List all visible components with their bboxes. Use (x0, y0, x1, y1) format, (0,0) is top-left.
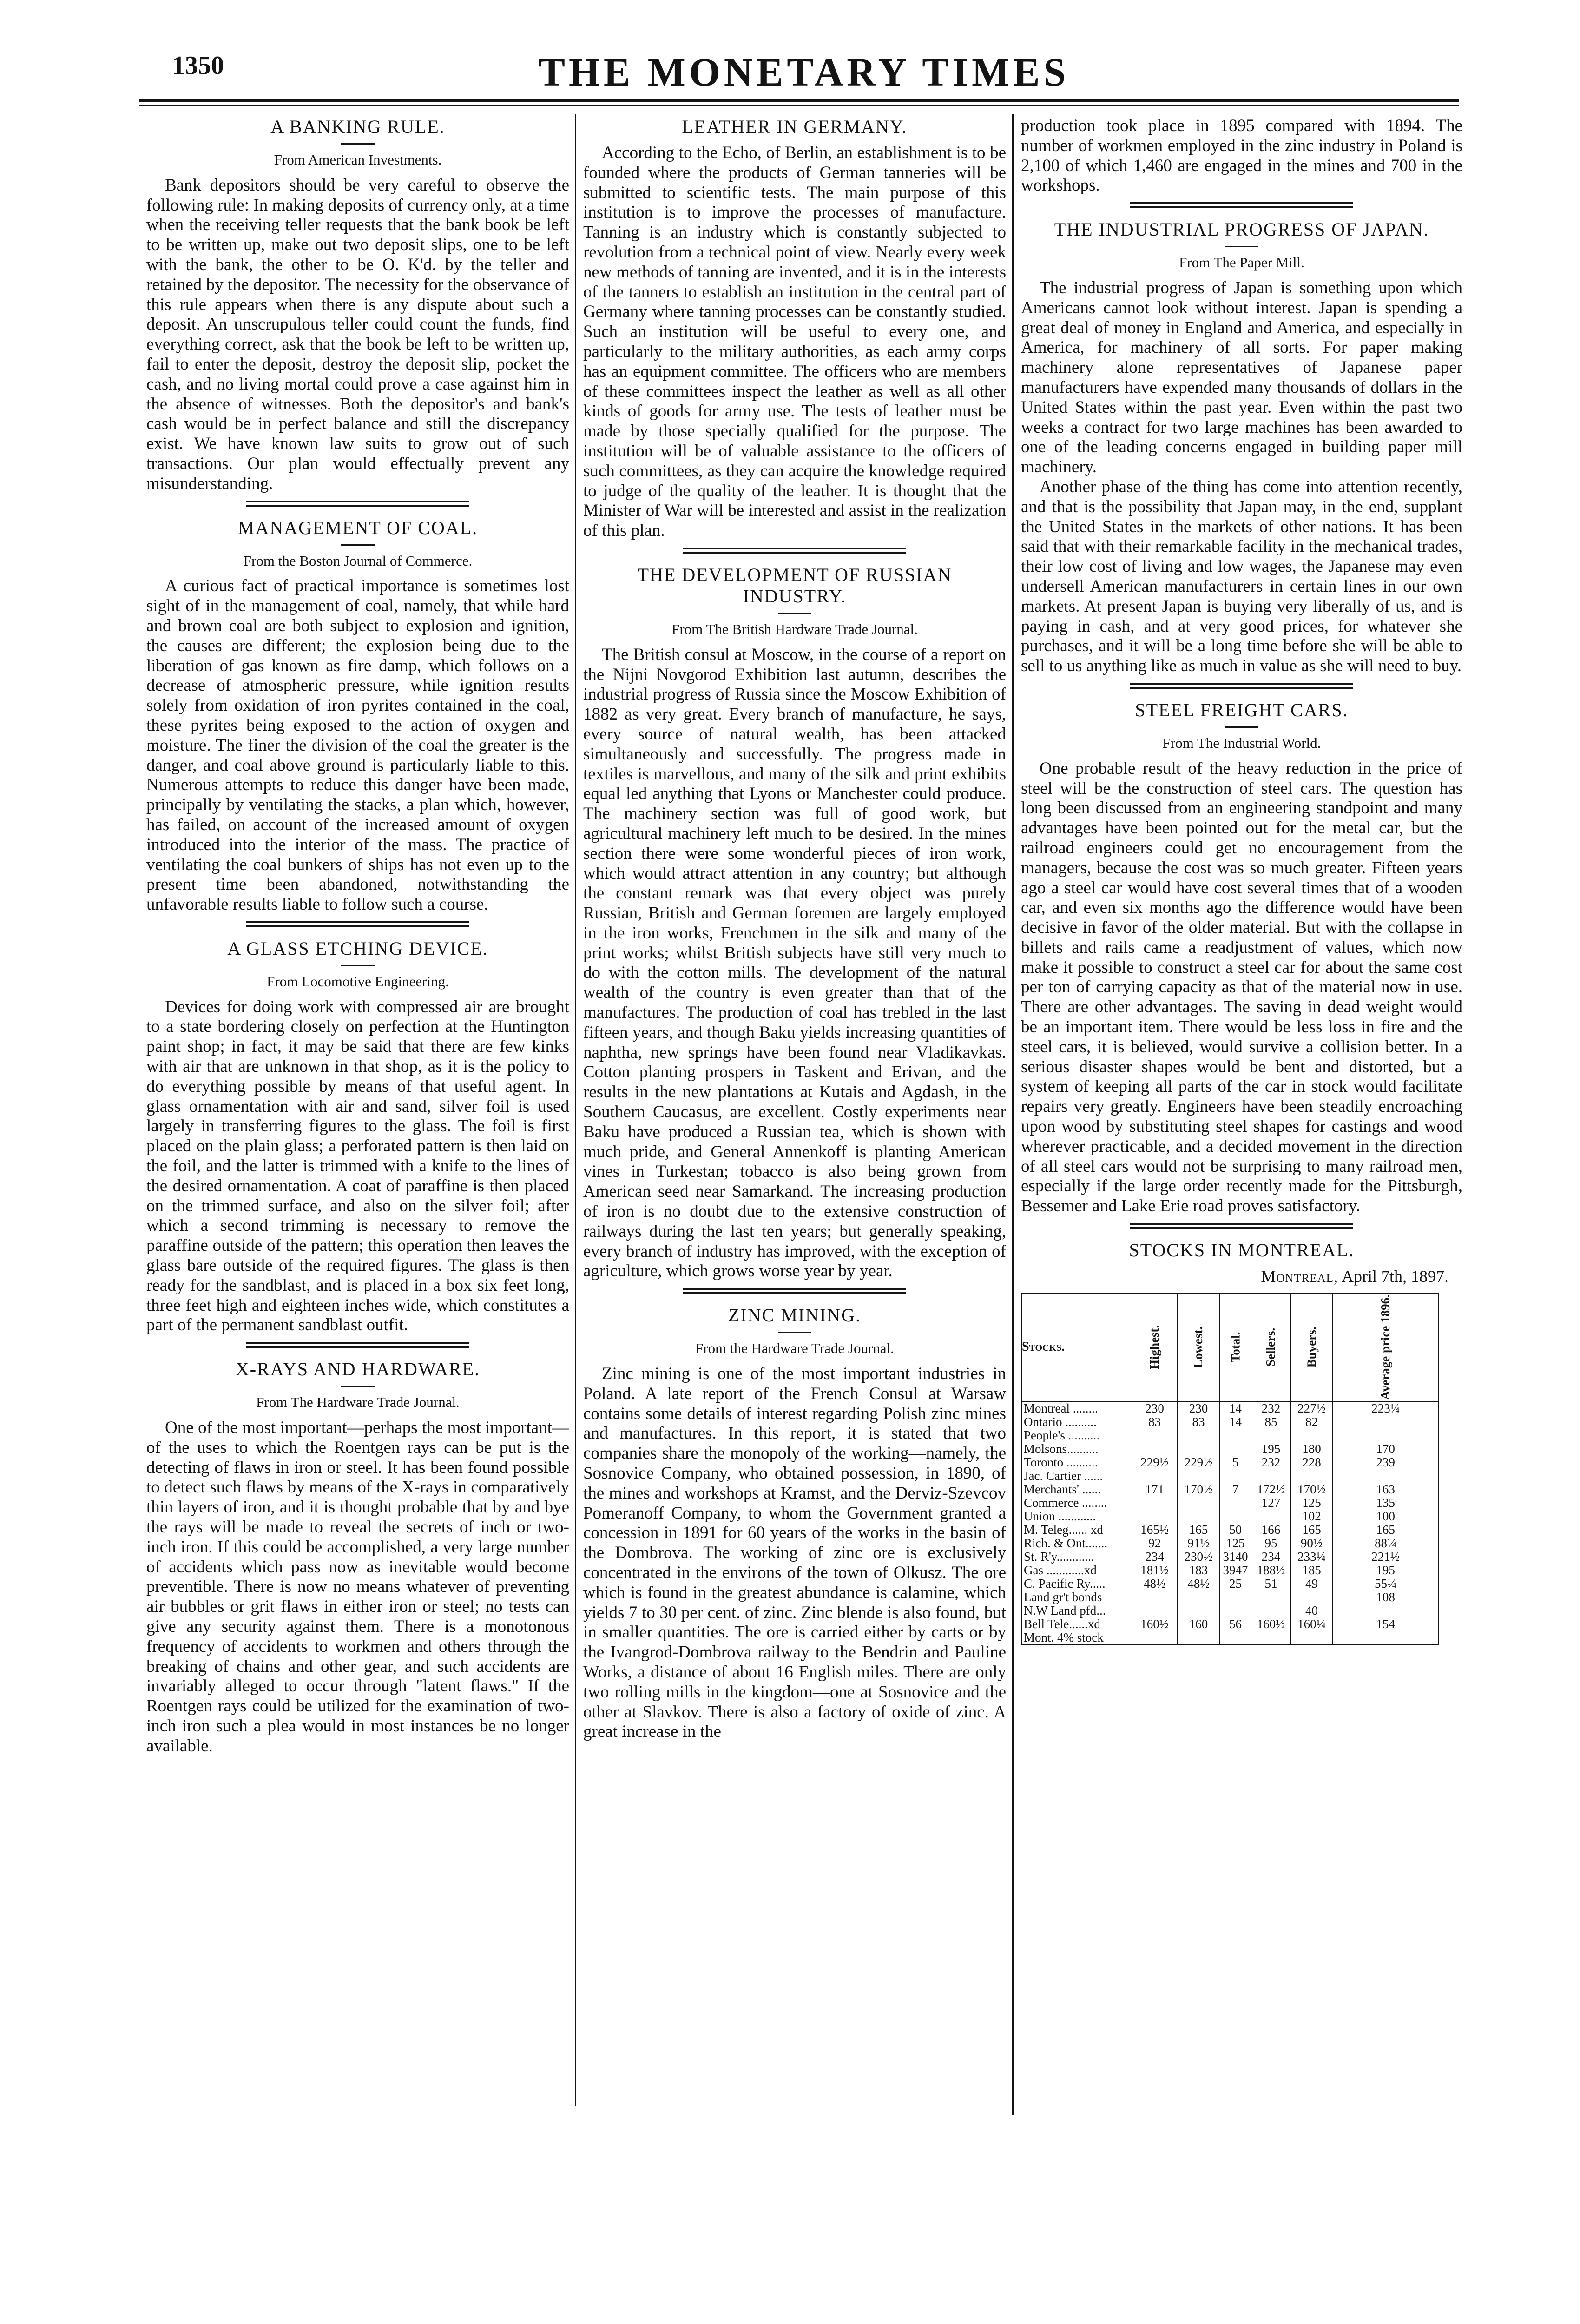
article-title: THE DEVELOPMENT OF RUSSIAN INDUSTRY. (637, 564, 952, 607)
column-divider-2 (1012, 114, 1014, 2115)
stock-value-cell (1251, 1591, 1290, 1604)
stock-value-cell: 180 (1291, 1442, 1333, 1456)
stocks-title: STOCKS IN MONTREAL. (1129, 1240, 1355, 1261)
stock-value-cell: 195 (1251, 1442, 1290, 1456)
stock-value-cell: 170½ (1177, 1483, 1219, 1496)
stock-value-cell (1177, 1469, 1219, 1483)
column-3-articles (1021, 202, 1462, 1216)
article-title: X-RAYS AND HARDWARE. (235, 1359, 481, 1380)
article (583, 1305, 1006, 1742)
stock-value-cell: 165 (1291, 1523, 1333, 1537)
stock-value-cell (1177, 1631, 1219, 1645)
stock-value-cell: 160½ (1132, 1618, 1177, 1631)
article-paragraph: Another phase of the thing has come into attention recently, and that is the possibility that Japan may, in the end, supplant the United States in the markets of other nations. It has been said that with their remarkable facility in the mechanical trades, their low cost of living and low wages, the Japanese may even undersell American manufacturers in certain lines in our own markets. At present Japan is buying very liberally of us, and is paying in cash, and at very good prices, for whatever she purchases, and it will be a long time before she will be able to sell to us anything like as much in value as she will need to buy. (1021, 477, 1462, 676)
stock-value-cell: 229½ (1132, 1456, 1177, 1469)
stock-name-cell: Commerce ........ (1021, 1496, 1132, 1510)
article-paragraph: One probable result of the heavy reduction in the price of steel will be the construction of steel cars. The question has long been discussed from an engineering standpoint and many advantages have been pointed out for the metal car, but the railroad engineers could get no encouragement from the managers, because the cost was so much greater. Fifteen years ago a steel car would have cost several times that of a wooden car, and even six months ago the difference would have been decisive in favor of the older material. But with the collapse in billets and rails came a readjustment of values, which now make it possible to construct a steel car for about the same cost per ton of carrying capacity as that of the material now in use. There are other advantages. The saving in dead weight would be an important item. There would be less loss in fire and the steel cars, it is believed, would survive a collision better. In a serious disaster shapes would be bent and distorted, but a system of keeping all parts of the car in stock would facilitate repairs very greatly. Engineers have been steadily encroaching upon wood by substituting steel shapes for castings and wood wherever practicable, and a decided movement in the direction of all steel cars would not be surprising to many railroad men, especially if the large order recently made for the Pittsburgh, Bessemer and Lake Erie road proves satisfactory. (1021, 759, 1462, 1216)
table-row (1021, 1456, 1439, 1469)
stock-name-cell: Bell Tele......xd (1021, 1618, 1132, 1631)
article-separator (246, 1342, 469, 1348)
stock-name-cell: N.W Land pfd... (1021, 1604, 1132, 1618)
article-title: THE INDUSTRIAL PROGRESS OF JAPAN. (1054, 219, 1429, 240)
stock-name-cell: Union ............ (1021, 1510, 1132, 1523)
stock-value-cell: 14 (1220, 1415, 1251, 1429)
stock-value-cell (1251, 1510, 1290, 1523)
article (1021, 219, 1462, 676)
article-continuation (1021, 116, 1462, 196)
table-row (1021, 1401, 1439, 1415)
table-row (1021, 1415, 1439, 1429)
stocks-column-header (1021, 1294, 1132, 1401)
stock-value-cell: 165 (1332, 1523, 1439, 1537)
stock-value-cell (1177, 1604, 1219, 1618)
stock-value-cell: 48½ (1132, 1577, 1177, 1591)
stock-value-cell: 229½ (1177, 1456, 1219, 1469)
stock-value-cell: 50 (1220, 1523, 1251, 1537)
article-paragraph: A curious fact of practical importance is sometimes lost sight of in the management of coal, namely, that while hard and brown coal are both subject to explosion and ignition, the causes are different; the explosion being due to the liberation of gas known as fire damp, which follows on a decrease of atmospheric pressure, while ignition results solely from oxidation of iron pyrites contained in the coal, these pyrites being exposed to the action of oxygen and moisture. The finer the division of the coal the greater is the danger, and coal above ground is particularly liable to this. Numerous attempts to reduce this danger have been made, principally by ventilating the stacks, a plan which, however, has failed, on account of the increased amount of oxygen introduced into the interior of the mass. The practice of ventilating the coal bunkers of ships has not even up to the present time been abandoned, notwithstanding the unfavorable results liable to follow such a course. (146, 576, 569, 914)
stock-value-cell (1132, 1442, 1177, 1456)
stock-value-cell (1332, 1429, 1439, 1442)
article-separator (1130, 1223, 1353, 1229)
stock-value-cell (1132, 1631, 1177, 1645)
stocks-header-row (1021, 1294, 1439, 1401)
stock-value-cell (1220, 1604, 1251, 1618)
stock-value-cell: 95 (1251, 1537, 1290, 1550)
stock-value-cell (1220, 1631, 1251, 1645)
stock-value-cell: 170 (1332, 1442, 1439, 1456)
article-separator (1130, 202, 1353, 209)
stocks-column-header (1132, 1294, 1177, 1401)
stock-value-cell: 56 (1220, 1618, 1251, 1631)
page-header (139, 49, 1468, 100)
stock-name-cell: Ontario .......... (1021, 1415, 1132, 1429)
article-paragraph: The British consul at Moscow, in the course of a report on the Nijni Novgorod Exhibition last autumn, describes the industrial progress of Russia since the Moscow Exhibition of 1882 as very great. Every branch of manufacture, he says, every source of natural wealth, has been attacked simultaneously and successfully. The progress made in textiles is marvellous, and many of the silk and print exhibits equal led anything that Lyons or Manchester could produce. The machinery section was full of good work, but agricultural machinery left much to be desired. In the mines section there were some wonderful pieces of iron work, which would attract attention in any country; but although the constant remark was that every object was purely Russian, British and German foremen are largely employed in the iron works, Frenchmen in the silk and many of the print works; whilst British subjects have still very much to do with the cotton mills. The development of the natural wealth of the country is even greater than that of the manufactures. The production of coal has trebled in the last fifteen years, and though Baku yields increasing quantities of naphtha, new springs have been found near Vladikavkas. Cotton planting prospers in Taskent and Erivan, and the results in the new plantations at Kutais and Agdash, in the Southern Caucasus, are excellent. Costly experiments near Baku have produced a Russian tea, which is shown with much pride, and General Annenkoff is planting American vines in Turkestan; tobacco is also being grown from American seed near Samarkand. The increasing production of iron is no doubt due to the extensive construction of railways during the last ten years; but generally speaking, every branch of industry has improved, with the exception of agriculture, which grows worse year by year. (583, 645, 1006, 1281)
article (146, 116, 569, 494)
stocks-dateline (1021, 1267, 1448, 1287)
stock-value-cell: 160 (1177, 1618, 1219, 1631)
stock-value-cell: 171 (1132, 1483, 1177, 1496)
stock-value-cell (1220, 1429, 1251, 1442)
stock-value-cell: 7 (1220, 1483, 1251, 1496)
article (146, 1359, 569, 1756)
table-row (1021, 1591, 1439, 1604)
stock-value-cell: 221½ (1332, 1550, 1439, 1564)
article-source: From The Paper Mill. (1021, 246, 1462, 273)
stock-value-cell: 230 (1177, 1401, 1219, 1415)
article-separator (683, 548, 906, 554)
table-row (1021, 1604, 1439, 1618)
stock-value-cell (1291, 1591, 1333, 1604)
article-paragraph: One of the most important—perhaps the most important—of the uses to which the Roentgen rays can be put is the detecting of flaws in iron or steel. It has been found possible to detect such flaws by means of the X-rays in comparatively thin layers of iron, and it is thought probable that by and bye the rays will be made to reveal the secrets of inch or two-inch iron. If this could be accomplished, a very large number of accidents which pass now as inevitable would become preventible. There is now no means whatever of preventing air bubbles or grit flaws in either iron or steel; no tests can give any security against them. There is a monotonous frequency of accidents to workmen and others through the breaking of chains and other gear, and such accidents are invariably alleged to occur through "latent flaws." If the Roentgen rays could be utilized for the examination of two-inch iron such a plea would in most instances be no longer available. (146, 1418, 569, 1756)
stock-value-cell (1177, 1442, 1219, 1456)
table-row (1021, 1510, 1439, 1523)
stock-value-cell: 234 (1132, 1550, 1177, 1564)
column-3 (1021, 116, 1462, 2320)
article (583, 564, 1006, 1281)
stock-value-cell: 82 (1291, 1415, 1333, 1429)
table-row (1021, 1631, 1439, 1645)
stock-name-cell: Rich. & Ont....... (1021, 1537, 1132, 1550)
article-separator (1130, 683, 1353, 689)
article-title: A BANKING RULE. (270, 116, 445, 137)
stock-value-cell (1220, 1591, 1251, 1604)
stock-value-cell (1220, 1442, 1251, 1456)
article (146, 517, 569, 915)
stock-value-cell: 195 (1332, 1564, 1439, 1577)
dateline-city: Montreal, (1261, 1267, 1338, 1286)
article-source: From American Investments. (146, 143, 569, 170)
page-number: 1350 (172, 51, 224, 80)
stock-value-cell: 188½ (1251, 1564, 1290, 1577)
stock-value-cell: 108 (1332, 1591, 1439, 1604)
stock-value-cell: 127 (1251, 1496, 1290, 1510)
stock-value-cell: 228 (1291, 1456, 1333, 1469)
stock-value-cell (1291, 1469, 1333, 1483)
stock-value-cell: 48½ (1177, 1577, 1219, 1591)
stock-value-cell: 90½ (1291, 1537, 1333, 1550)
stock-value-cell: 102 (1291, 1510, 1333, 1523)
stock-value-cell: 230 (1132, 1401, 1177, 1415)
stock-value-cell: 92 (1132, 1537, 1177, 1550)
article-source: From the Boston Journal of Commerce. (146, 544, 569, 571)
column-divider-1 (575, 114, 576, 2106)
stock-value-cell (1132, 1469, 1177, 1483)
header-label: Total. (1228, 1332, 1243, 1363)
header-label: Sellers. (1264, 1328, 1278, 1367)
stock-value-cell: 3140 (1220, 1550, 1251, 1564)
stocks-column-header (1291, 1294, 1333, 1401)
stock-value-cell (1220, 1510, 1251, 1523)
article-title: ZINC MINING. (728, 1305, 862, 1326)
table-row (1021, 1523, 1439, 1537)
stock-value-cell: 91½ (1177, 1537, 1219, 1550)
stock-value-cell (1251, 1429, 1290, 1442)
stock-value-cell (1332, 1415, 1439, 1429)
stock-value-cell: 223¼ (1332, 1401, 1439, 1415)
stock-value-cell (1291, 1631, 1333, 1645)
article-source: From Locomotive Engineering. (146, 965, 569, 992)
article-paragraph: The industrial progress of Japan is something upon which Americans cannot look without interest. Japan is spending a great deal of money in England and America, and especially in America, for machinery of all sorts. For paper making machinery alone representatives of Japanese paper manufacturers have expended many thousands of dollars in the United States within the past year. Even within the past two weeks a contract for two large machines has been awarded to one of the leading concerns engaged in building paper mill machinery. (1021, 278, 1462, 477)
stock-value-cell (1251, 1604, 1290, 1618)
article-source: From The Hardware Trade Journal. (146, 1386, 569, 1413)
table-row (1021, 1483, 1439, 1496)
stock-value-cell: 3947 (1220, 1564, 1251, 1577)
table-row (1021, 1469, 1439, 1483)
article-source: From the Hardware Trade Journal. (583, 1332, 1006, 1359)
table-row (1021, 1577, 1439, 1591)
stocks-table-body (1021, 1401, 1439, 1645)
stock-value-cell (1132, 1429, 1177, 1442)
stock-value-cell: 55¼ (1332, 1577, 1439, 1591)
stock-value-cell (1332, 1604, 1439, 1618)
stock-value-cell: 185 (1291, 1564, 1333, 1577)
column-2 (583, 116, 1006, 2320)
header-rule-thin (139, 105, 1459, 106)
stock-name-cell: People's .......... (1021, 1429, 1132, 1442)
table-row (1021, 1618, 1439, 1631)
header-label: Highest. (1147, 1325, 1162, 1370)
stocks-column-header (1251, 1294, 1290, 1401)
stock-value-cell: 14 (1220, 1401, 1251, 1415)
stock-value-cell: 5 (1220, 1456, 1251, 1469)
stock-value-cell: 100 (1332, 1510, 1439, 1523)
stock-value-cell: 40 (1291, 1604, 1333, 1618)
stock-value-cell: 183 (1177, 1564, 1219, 1577)
stocks-table (1021, 1293, 1439, 1645)
stock-value-cell: 230½ (1177, 1550, 1219, 1564)
stock-value-cell: 239 (1332, 1456, 1439, 1469)
stock-name-cell: Molsons.......... (1021, 1442, 1132, 1456)
stock-value-cell (1132, 1510, 1177, 1523)
article-source: From The Industrial World. (1021, 726, 1462, 753)
stock-name-cell: Merchants' ...... (1021, 1483, 1132, 1496)
stock-value-cell: 154 (1332, 1618, 1439, 1631)
table-row (1021, 1429, 1439, 1442)
stock-value-cell: 160½ (1251, 1618, 1290, 1631)
stock-value-cell: 170½ (1291, 1483, 1333, 1496)
stock-name-cell: Toronto .......... (1021, 1456, 1132, 1469)
stocks-section (1021, 1240, 1462, 1645)
stock-value-cell: 83 (1132, 1415, 1177, 1429)
stock-name-cell: M. Teleg...... xd (1021, 1523, 1132, 1537)
article-source: From The British Hardware Trade Journal. (583, 613, 1006, 640)
stock-value-cell: 85 (1251, 1415, 1290, 1429)
stock-value-cell: 125 (1220, 1537, 1251, 1550)
table-row (1021, 1550, 1439, 1564)
stock-value-cell (1251, 1631, 1290, 1645)
stock-value-cell: 181½ (1132, 1564, 1177, 1577)
stock-name-cell: Land gr't bonds (1021, 1591, 1132, 1604)
article-title: MANAGEMENT OF COAL. (237, 517, 478, 538)
stock-value-cell: 165 (1177, 1523, 1219, 1537)
stock-value-cell (1177, 1496, 1219, 1510)
stock-name-cell: Mont. 4% stock (1021, 1631, 1132, 1645)
article-paragraph: Zinc mining is one of the most important industries in Poland. A late report of the French Consul at Warsaw contains some details of interest regarding Polish zinc mines and manufactures. In this report, it is stated that two companies share the monopoly of the working—namely, the Sosnovice Company, who obtained possession, in 1890, of the mines and workshops at Kramst, and the Derviz-Szevcov Pomeranoff Company, to whom the Government granted a concession in 1891 for 60 years of the works in the basin of the Dombrova. The working of zinc ore is exclusively concentrated in the environs of the town of Olkusz. The ore which is found in the greatest abundance is calamine, which yields 7 to 30 per cent. of zinc. Zinc blende is also found, but in smaller quantities. The ore is carried either by carts or by the Ivangrod-Dombrova railway to the Bendrin and Pauline Works, a distance of about 16 English miles. There are only two rolling mills in the kingdom—one at Sosnovice and the other at Slavkov. There is also a factory of oxide of zinc. A great increase in the (583, 1364, 1006, 1742)
article-paragraph: According to the Echo, of Berlin, an establishment is to be founded where the products of German tanneries will be submitted to scientific tests. The main purpose of this institution is to improve the processes of manufacture. Tanning is an industry which is constantly subjected to revolution from a technical point of view. Nearly every week new methods of tanning are invented, and it is in the interests of the tanners to establish an institution in the central part of Germany where tanning processes can be constantly studied. Such an institution will be useful to every one, and particularly to the military authorities, as each army corps has an equipment committee. The officers who are members of these committees inspect the leather as well as all other kinds of goods for army use. The tests of leather must be made by those specially qualified for the purpose. The institution will be of valuable assistance to the officers of such committees, as they can acquire the knowledge required to judge of the quality of the leather. It is thought that the Minister of War will be interested and assist in the realization of this plan. (583, 143, 1006, 541)
stock-value-cell: 166 (1251, 1523, 1290, 1537)
stock-name-cell: Gas ............xd (1021, 1564, 1132, 1577)
stock-value-cell: 83 (1177, 1415, 1219, 1429)
stock-name-cell: Jac. Cartier ...... (1021, 1469, 1132, 1483)
table-row (1021, 1537, 1439, 1550)
stock-value-cell: 227½ (1291, 1401, 1333, 1415)
stock-value-cell: 232 (1251, 1456, 1290, 1469)
table-row (1021, 1496, 1439, 1510)
stock-value-cell (1177, 1591, 1219, 1604)
stock-value-cell (1291, 1429, 1333, 1442)
stock-value-cell (1177, 1510, 1219, 1523)
stock-value-cell: 172½ (1251, 1483, 1290, 1496)
stock-value-cell: 125 (1291, 1496, 1333, 1510)
stock-value-cell (1132, 1604, 1177, 1618)
header-label: Lowest. (1191, 1327, 1205, 1368)
stock-value-cell (1177, 1429, 1219, 1442)
stock-value-cell: 135 (1332, 1496, 1439, 1510)
table-row (1021, 1442, 1439, 1456)
stock-value-cell: 49 (1291, 1577, 1333, 1591)
article (1021, 700, 1462, 1216)
header-label: Buyers. (1304, 1327, 1319, 1368)
article-separator (683, 1288, 906, 1294)
stock-value-cell: 165½ (1132, 1523, 1177, 1537)
continuation-text: production took place in 1895 compared with 1894. The number of workmen employed in the zinc industry in Poland is 2,100 of which 1,460 are engaged in the mines and 700 in the workshops. (1021, 116, 1462, 195)
stock-value-cell (1332, 1469, 1439, 1483)
header-label: Stocks. (1022, 1340, 1065, 1354)
table-row (1021, 1564, 1439, 1577)
stock-value-cell: 88¼ (1332, 1537, 1439, 1550)
masthead-title: THE MONETARY TIMES (538, 50, 1070, 94)
stock-value-cell: 160¼ (1291, 1618, 1333, 1631)
article-paragraph: Devices for doing work with compressed air are brought to a state bordering closely on perfection at the Huntington paint shop; in fact, it may be said that there are few kinks with air that are unknown in that shop, as it is the policy to do everything possible by means of that useful agent. In glass ornamentation with air and sand, silver foil is used largely in transferring figures to the glass. The foil is first placed on the plain glass; a perforated pattern is then laid on the foil, and the latter is trimmed with a knife to the lines of the desired ornamentation. A coat of paraffine is then placed on the trimmed surface, and also on the silver foil; after which a second trimming is necessary to remove the paraffine outside of the pattern; this operation then leaves the glass bare outside of the required figures. The glass is then ready for the sandblast, and is placed in a box six feet long, three feet high and eighteen inches wide, which constitutes a part of the permanent sandblast outfit. (146, 997, 569, 1335)
stock-value-cell (1132, 1591, 1177, 1604)
stock-value-cell: 232 (1251, 1401, 1290, 1415)
article-separator (246, 921, 469, 928)
article-title: STEEL FREIGHT CARS. (1135, 699, 1349, 720)
article-title: LEATHER IN GERMANY. (682, 116, 908, 137)
stock-value-cell: 51 (1251, 1577, 1290, 1591)
stock-name-cell: Montreal ........ (1021, 1401, 1132, 1415)
dateline-date: April 7th, 1897. (1342, 1267, 1448, 1286)
article-paragraph: Bank depositors should be very careful to observe the following rule: In making deposits of currency only, at a time when the receiving teller requests that the bank book be left to be written up, make out two deposit slips, one to be left with the bank, the other to be O. K'd. by the teller and retained by the depositor. The necessity for the observance of this rule appears when there is any dispute about such a deposit. An unscrupulous teller could count the funds, find everything correct, ask that the book be left to be written up, fail to enter the deposit, destroy the deposit slip, pocket the cash, and no living mortal could prove a case against him in the absence of witnesses. Both the depositor's and bank's cash would be in perfect balance and still the discrepancy exist. We have known law suits to grow out of such transactions. Our plan would effectually prevent any misunderstanding. (146, 175, 569, 493)
article (583, 116, 1006, 541)
header-rule (139, 99, 1459, 102)
stocks-column-header (1220, 1294, 1251, 1401)
stocks-column-header (1177, 1294, 1219, 1401)
stock-value-cell: 233¼ (1291, 1550, 1333, 1564)
stock-value-cell (1220, 1469, 1251, 1483)
article-separator (246, 501, 469, 507)
stock-value-cell (1132, 1496, 1177, 1510)
stock-name-cell: C. Pacific Ry..... (1021, 1577, 1132, 1591)
article (146, 938, 569, 1335)
column-1 (146, 116, 569, 2320)
stock-value-cell (1220, 1496, 1251, 1510)
stock-value-cell: 25 (1220, 1577, 1251, 1591)
stock-value-cell: 163 (1332, 1483, 1439, 1496)
stock-name-cell: St. R'y............ (1021, 1550, 1132, 1564)
header-label: Average price 1896. (1378, 1294, 1393, 1400)
stock-value-cell (1251, 1469, 1290, 1483)
article-title: A GLASS ETCHING DEVICE. (227, 938, 488, 959)
stock-value-cell: 234 (1251, 1550, 1290, 1564)
stocks-column-header (1332, 1294, 1439, 1401)
stock-value-cell (1332, 1631, 1439, 1645)
